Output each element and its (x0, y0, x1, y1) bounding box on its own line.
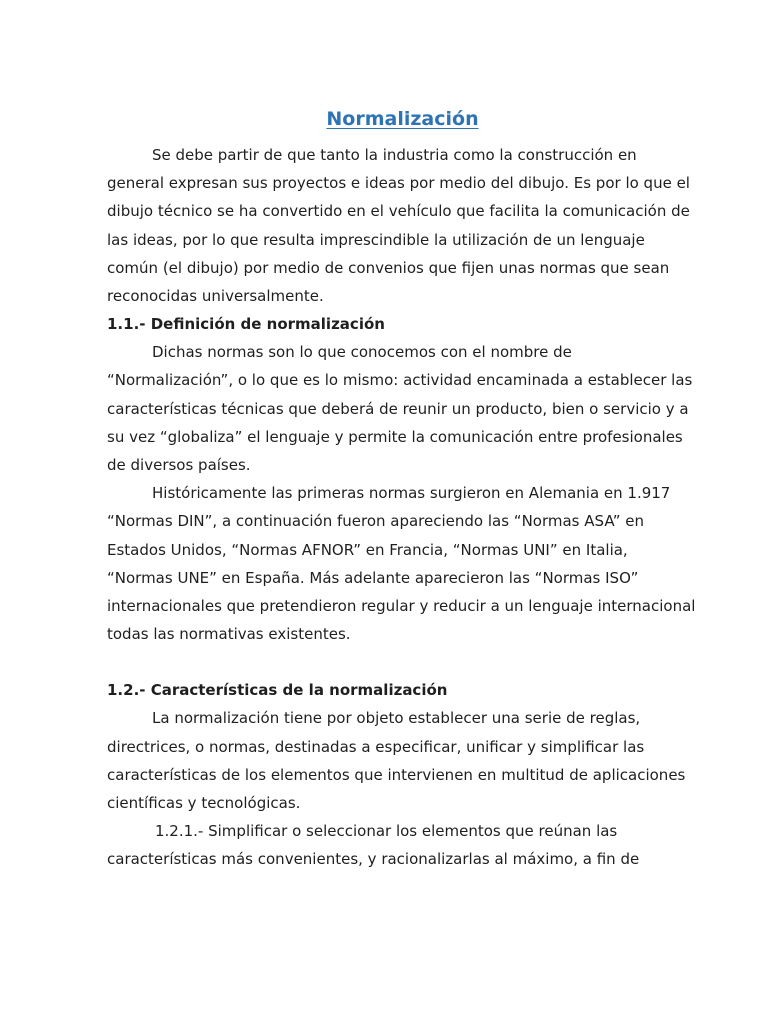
section-heading-characteristics: 1.2.- Características de la normalización (107, 681, 448, 700)
paragraph-spacer (107, 648, 698, 676)
history-paragraph: Históricamente las primeras normas surgieron en Alemania en 1.917 “Normas DIN”, a continuación fueron apareciendo las “Normas ASA” en Estados Unidos, “Normas AFNOR” en Francia, “Normas UNI” en Italia, “Normas UNE” en España. Más adelante aparecieron las “Normas ISO” internacionales que pretendieron regular y reducir a un lenguaje internacional todas las normativas existentes. (107, 484, 696, 644)
intro-paragraph: Se debe partir de que tanto la industria como la construcción en general expresan sus proyectos e ideas por medio del dibujo. Es por lo que el dibujo técnico se ha convertido en el vehículo que facilita la comunicación de las ideas, por lo que resulta imprescindible la utilización de un lenguaje común (el dibujo) por medio de convenios que fijen unas normas que sean reconocidas universalmente. (107, 146, 690, 306)
subsection-paragraph: 1.2.1.- Simplificar o seleccionar los elementos que reúnan las características más convenientes, y racionalizarlas al máximo, a fin de (107, 822, 640, 869)
document-title: Normalización (326, 108, 479, 130)
section-heading-definition: 1.1.- Definición de normalización (107, 315, 385, 334)
definition-paragraph: Dichas normas son lo que conocemos con el nombre de “Normalización”, o lo que es lo mismo: actividad encaminada a establecer las características técnicas que deberá de reunir un producto, bien o servicio y a su vez “globaliza” el lenguaje y permite la comunicación entre profesionales de diversos países. (107, 343, 693, 475)
characteristics-paragraph: La normalización tiene por objeto establecer una serie de reglas, directrices, o normas, destinadas a especificar, unificar y simplificar las características de los elementos que intervienen en multitud de aplicaciones científicas y tecnológicas. (107, 709, 686, 813)
